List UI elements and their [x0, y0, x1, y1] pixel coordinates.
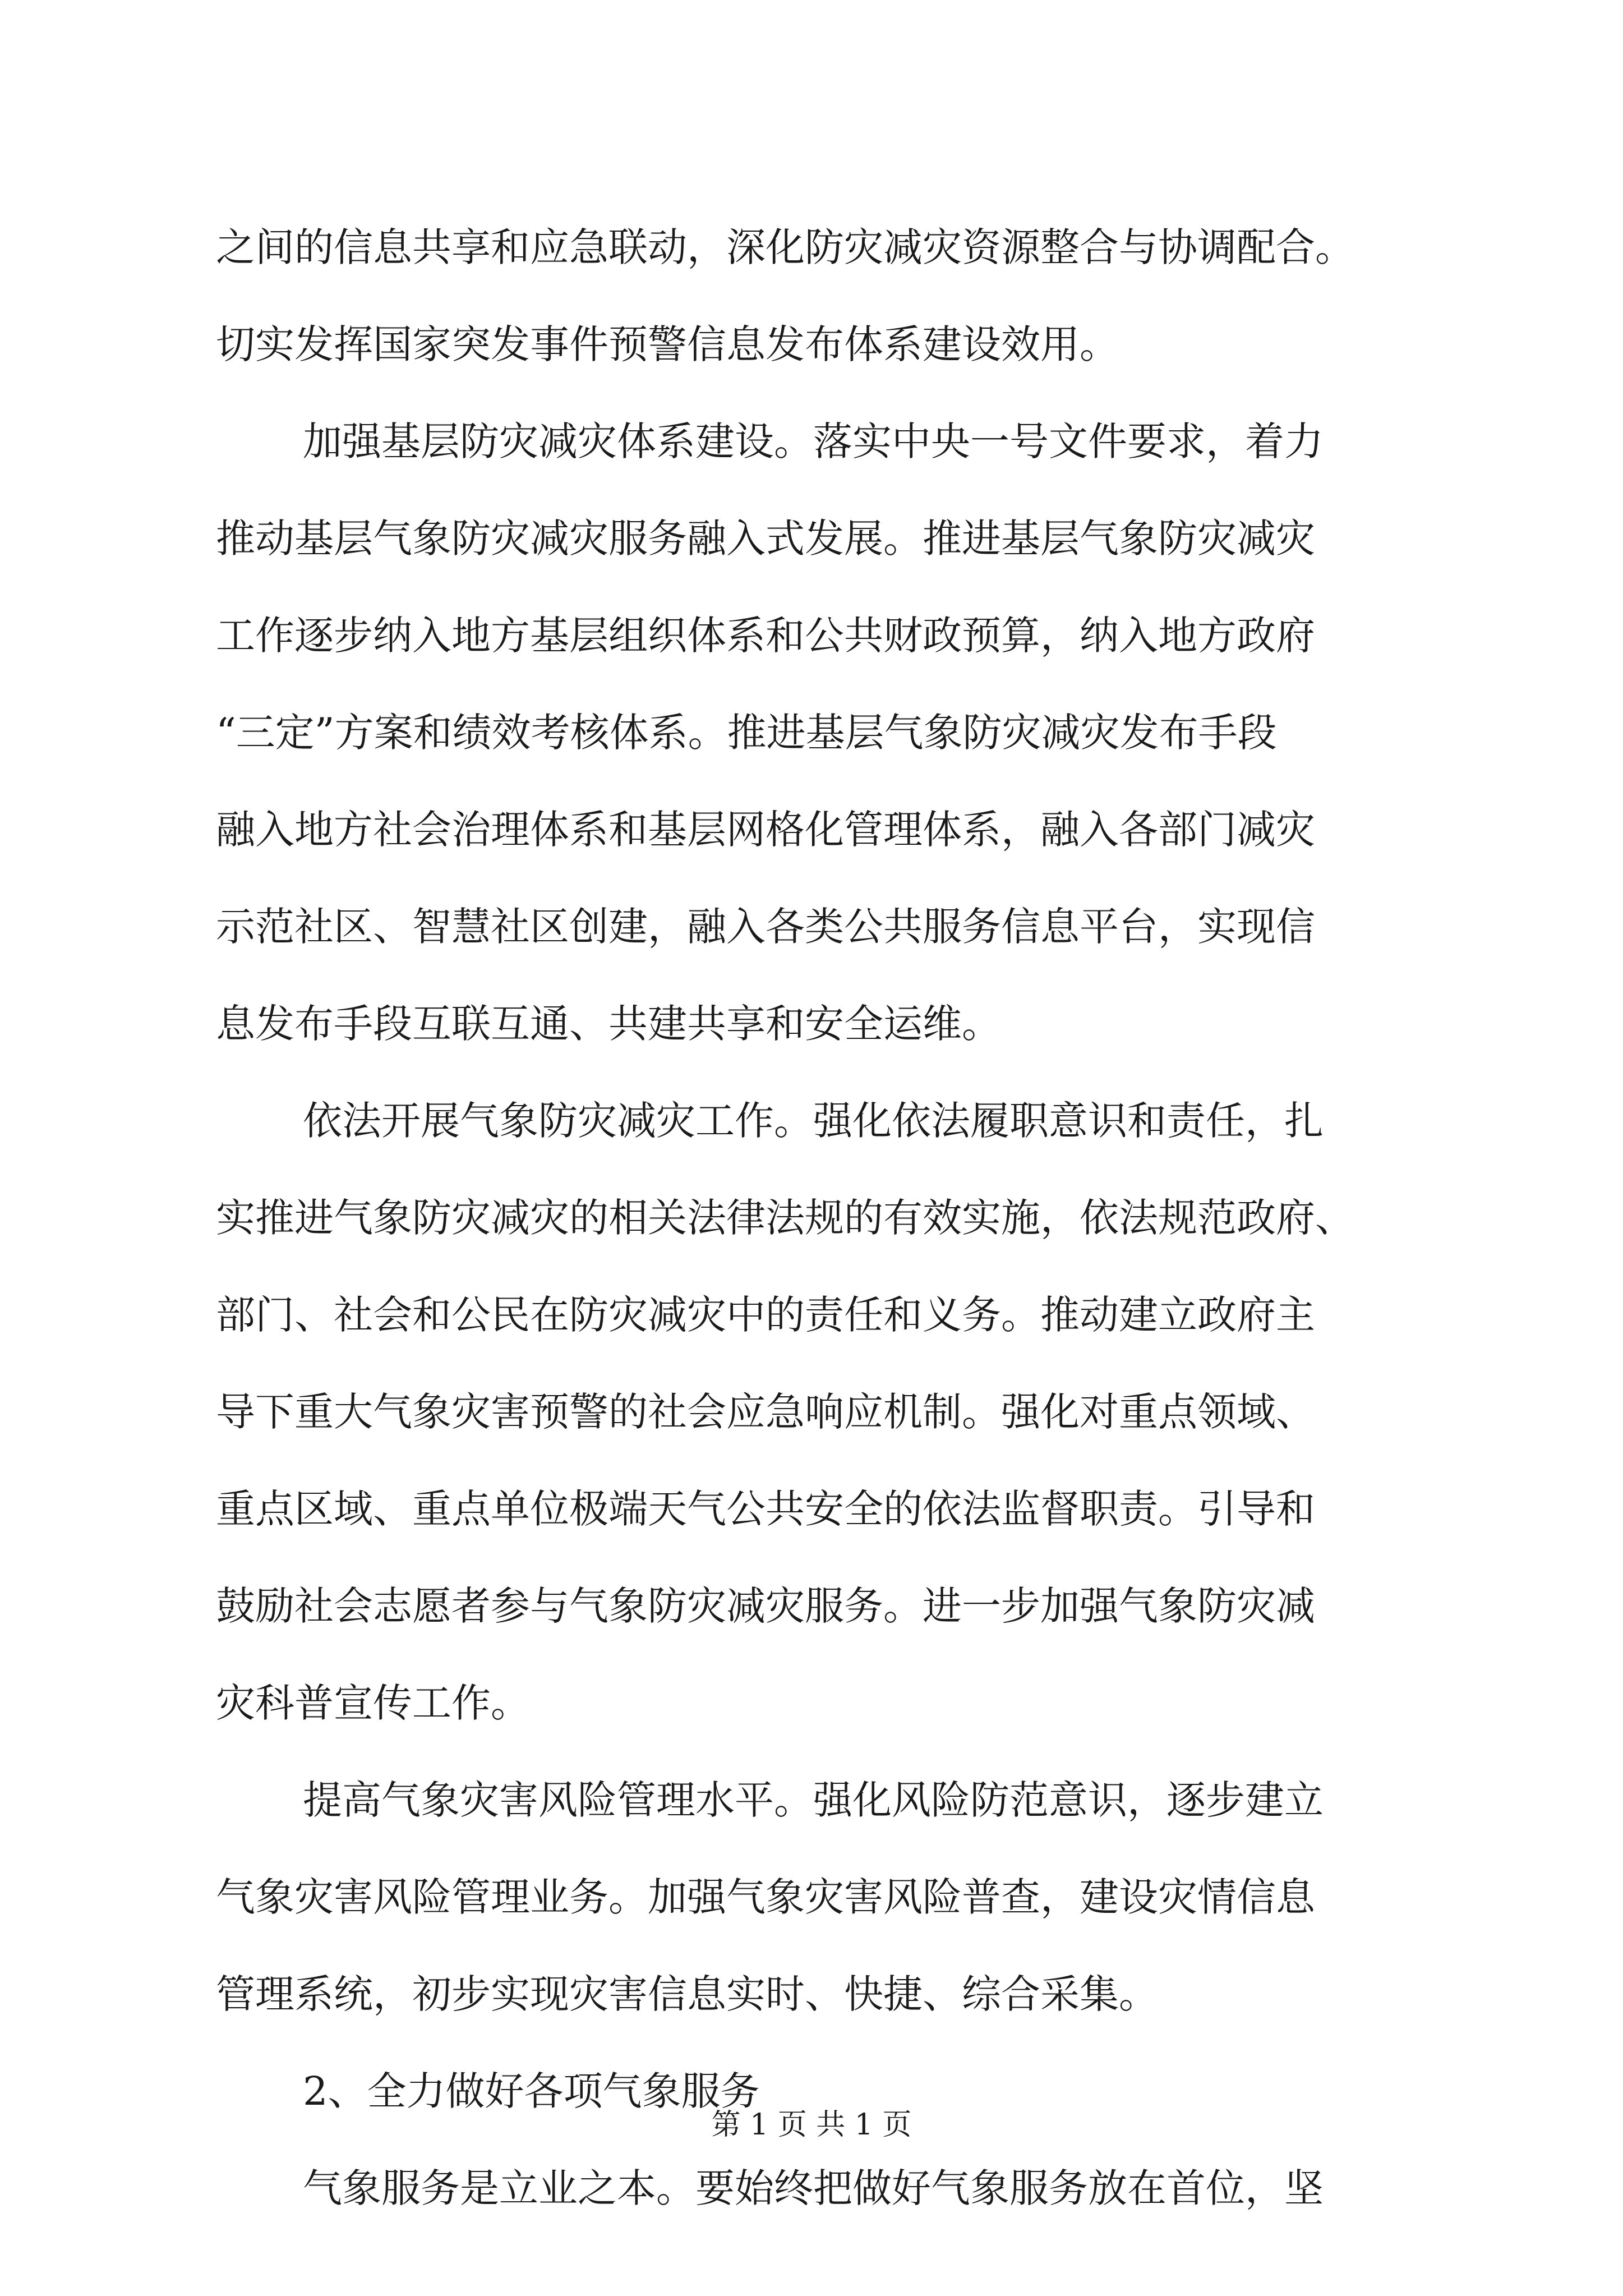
paragraph-first-line: 加强基层防灾减灾体系建设。落实中央一号文件要求，着力 — [303, 418, 1324, 464]
text-line: 融入地方社会治理体系和基层网格化管理体系，融入各部门减灾 — [216, 807, 1315, 853]
section-heading: 2、全力做好各项气象服务 — [303, 2068, 760, 2114]
text-line: 息发布手段互联互通、共建共享和安全运维。 — [216, 1001, 1001, 1047]
text-line: 工作逐步纳入地方基层组织体系和公共财政预算，纳入地方政府 — [216, 613, 1315, 659]
text-line: 气象灾害风险管理业务。加强气象灾害风险普查，建设灾情信息 — [216, 1874, 1315, 1920]
text-line: 重点区域、重点单位极端天气公共安全的依法监督职责。引导和 — [216, 1486, 1315, 1532]
text-line: 灾科普宣传工作。 — [216, 1680, 530, 1726]
paragraph-first-line: 气象服务是立业之本。要始终把做好气象服务放在首位，坚 — [303, 2165, 1324, 2211]
paragraph-first-line: 依法开展气象防灾减灾工作。强化依法履职意识和责任，扎 — [303, 1098, 1324, 1144]
text-line: 示范社区、智慧社区创建，融入各类公共服务信息平台，实现信 — [216, 904, 1315, 950]
page-number-footer: 第 1 页 共 1 页 — [711, 2108, 912, 2142]
text-line: 切实发挥国家突发事件预警信息发布体系建设效用。 — [216, 321, 1119, 367]
document-body — [216, 199, 1410, 2237]
text-line: 之间的信息共享和应急联动，深化防灾减灾资源整合与协调配合。 — [216, 224, 1354, 270]
text-line: 推动基层气象防灾减灾服务融入式发展。推进基层气象防灾减灾 — [216, 516, 1315, 562]
paragraph-first-line: 提高气象灾害风险管理水平。强化风险防范意识，逐步建立 — [303, 1777, 1324, 1823]
text-line: 鼓励社会志愿者参与气象防灾减灾服务。进一步加强气象防灾减 — [216, 1583, 1315, 1629]
text-line: 管理系统，初步实现灾害信息实时、快捷、综合采集。 — [216, 1971, 1158, 2017]
text-line: 部门、社会和公民在防灾减灾中的责任和义务。推动建立政府主 — [216, 1292, 1315, 1338]
text-line: “三定”方案和绩效考核体系。推进基层气象防灾减灾发布手段 — [216, 710, 1277, 756]
text-line: 实推进气象防灾减灾的相关法律法规的有效实施，依法规范政府、 — [216, 1195, 1354, 1241]
text-line: 导下重大气象灾害预警的社会应急响应机制。强化对重点领域、 — [216, 1389, 1315, 1435]
